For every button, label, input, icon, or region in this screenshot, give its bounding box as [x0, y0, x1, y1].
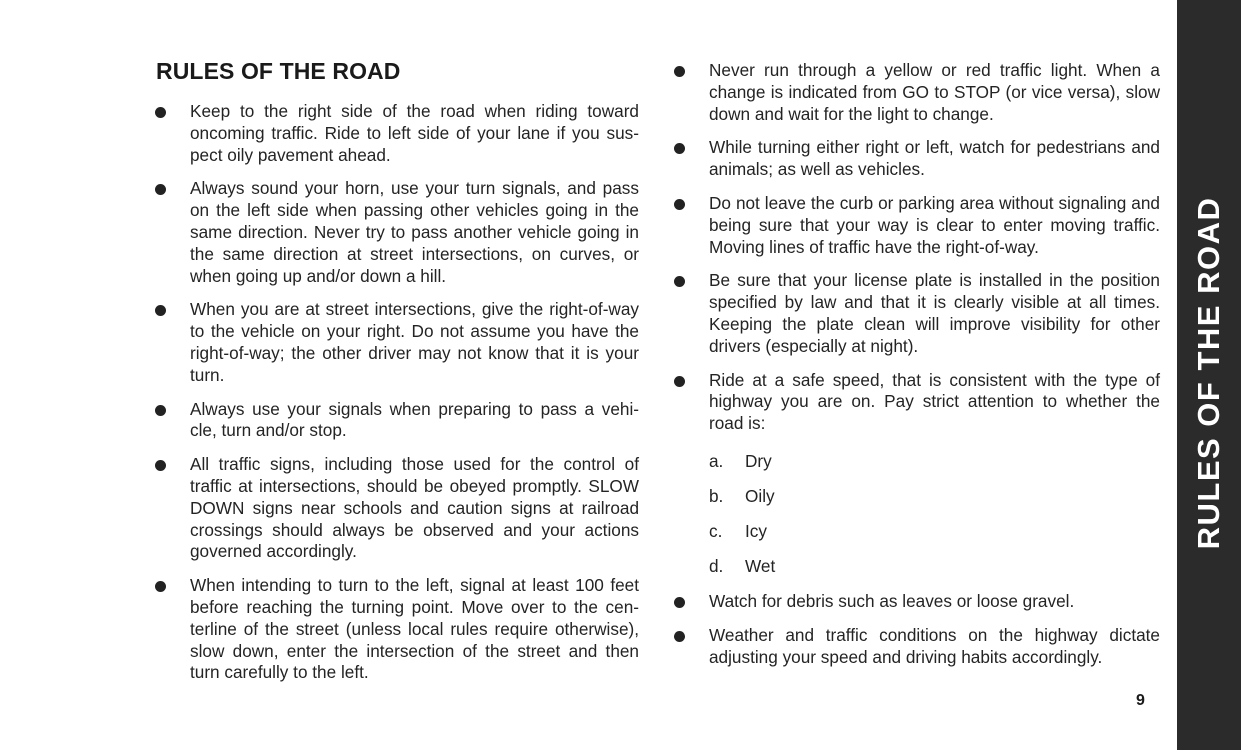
rule-text: Do not leave the curb or parking area without signaling and being sure that your way is clear to enter moving traffic. Moving lines of traffic have the right-of-way. — [709, 192, 1160, 257]
bullet-icon — [674, 143, 685, 154]
condition-text: Oily — [745, 485, 775, 506]
rule-item-horn-signals — [190, 178, 639, 287]
bullet-icon — [674, 597, 685, 608]
condition-text: Wet — [745, 555, 776, 576]
bullet-icon — [674, 199, 685, 210]
page-title: RULES OF THE ROAD — [156, 58, 401, 84]
rule-item-safe-speed — [709, 370, 1160, 579]
rule-item-traffic-signs — [190, 454, 639, 563]
side-tab-label: RULES OF THE ROAD — [1191, 196, 1226, 550]
rule-text: Ride at a safe speed, that is consistent with the type of highway you are on. Pay strict attention to whether the road is: — [709, 369, 1160, 434]
rule-item-traffic-light — [709, 60, 1160, 125]
rule-item-debris — [709, 591, 1160, 613]
road-condition-wet — [709, 555, 1160, 579]
bullet-icon — [155, 581, 166, 592]
rule-item-weather — [709, 625, 1160, 669]
rule-text: When intending to turn to the left, signal at least 100 feet before reaching the turning point. Move over to the cen-terline of the street (unless local rules require otherwise), slow down, enter the intersection of the street and then turn carefully to the left. — [190, 575, 639, 683]
bullet-icon — [155, 460, 166, 471]
condition-letter: d. — [709, 555, 724, 576]
condition-letter: c. — [709, 520, 723, 541]
rule-text: All traffic signs, including those used for the control of traffic at intersections, should be obeyed promptly. SLOW DOWN signs near schools and caution signs at railroad crossings should always be observed and your actions governed accordingly. — [190, 454, 639, 562]
rule-text: While turning either right or left, watch for pedestrians and animals; as well as vehicles. — [709, 137, 1160, 180]
condition-text: Icy — [745, 520, 767, 541]
bullet-icon — [155, 184, 166, 195]
left-rules-list — [190, 101, 639, 696]
rule-text: When you are at street intersections, give the right-of-way to the vehicle on your right. Do not assume you have the right-of-way; the other driver may not know that it is your turn. — [190, 299, 639, 385]
rule-text: Be sure that your license plate is installed in the position specified by law and that it is clearly visible at all times. Keeping the plate clean will improve visibility for other drivers (especially at night). — [709, 270, 1160, 356]
rule-item-pedestrians — [709, 137, 1160, 181]
rule-item-leave-curb — [709, 193, 1160, 258]
bullet-icon — [155, 107, 166, 118]
rule-text: Watch for debris such as leaves or loose gravel. — [709, 590, 1075, 611]
condition-text: Dry — [745, 450, 772, 471]
section-side-tab — [1177, 0, 1241, 750]
rule-text: Never run through a yellow or red traffic light. When a change is indicated from GO to STOP (or vice versa), slow down and wait for the light to change. — [709, 60, 1160, 124]
bullet-icon — [674, 66, 685, 77]
condition-letter: b. — [709, 485, 724, 506]
rule-text: Always use your signals when preparing to pass a vehi-cle, turn and/or stop. — [190, 398, 639, 441]
bullet-icon — [155, 405, 166, 416]
rule-item-right-of-way — [190, 299, 639, 386]
rule-item-left-turn — [190, 575, 639, 684]
rule-item-license-plate — [709, 270, 1160, 357]
condition-letter: a. — [709, 450, 724, 471]
bullet-icon — [674, 376, 685, 387]
rule-item-use-signals — [190, 399, 639, 443]
rule-text: Keep to the right side of the road when riding toward oncoming traffic. Ride to left side of your lane if you sus-pect oily pavement ahead. — [190, 101, 639, 165]
rule-text: Weather and traffic conditions on the highway dictate adjusting your speed and driving habits accordingly. — [709, 624, 1160, 667]
rule-text: Always sound your horn, use your turn signals, and pass on the left side when passing other vehicles going in the same direction. Never try to pass another vehicle going in the same direction at street intersections, on curves, or when going up and/or down a hill. — [190, 178, 639, 286]
bullet-icon — [674, 276, 685, 287]
road-condition-oily — [709, 485, 1160, 520]
page-number: 9 — [1136, 692, 1145, 709]
road-condition-dry — [709, 450, 1160, 485]
bullet-icon — [155, 305, 166, 316]
bullet-icon — [674, 631, 685, 642]
rule-item-keep-right — [190, 101, 639, 166]
road-conditions-list — [709, 450, 1160, 579]
right-rules-list — [709, 60, 1160, 680]
road-condition-icy — [709, 520, 1160, 555]
